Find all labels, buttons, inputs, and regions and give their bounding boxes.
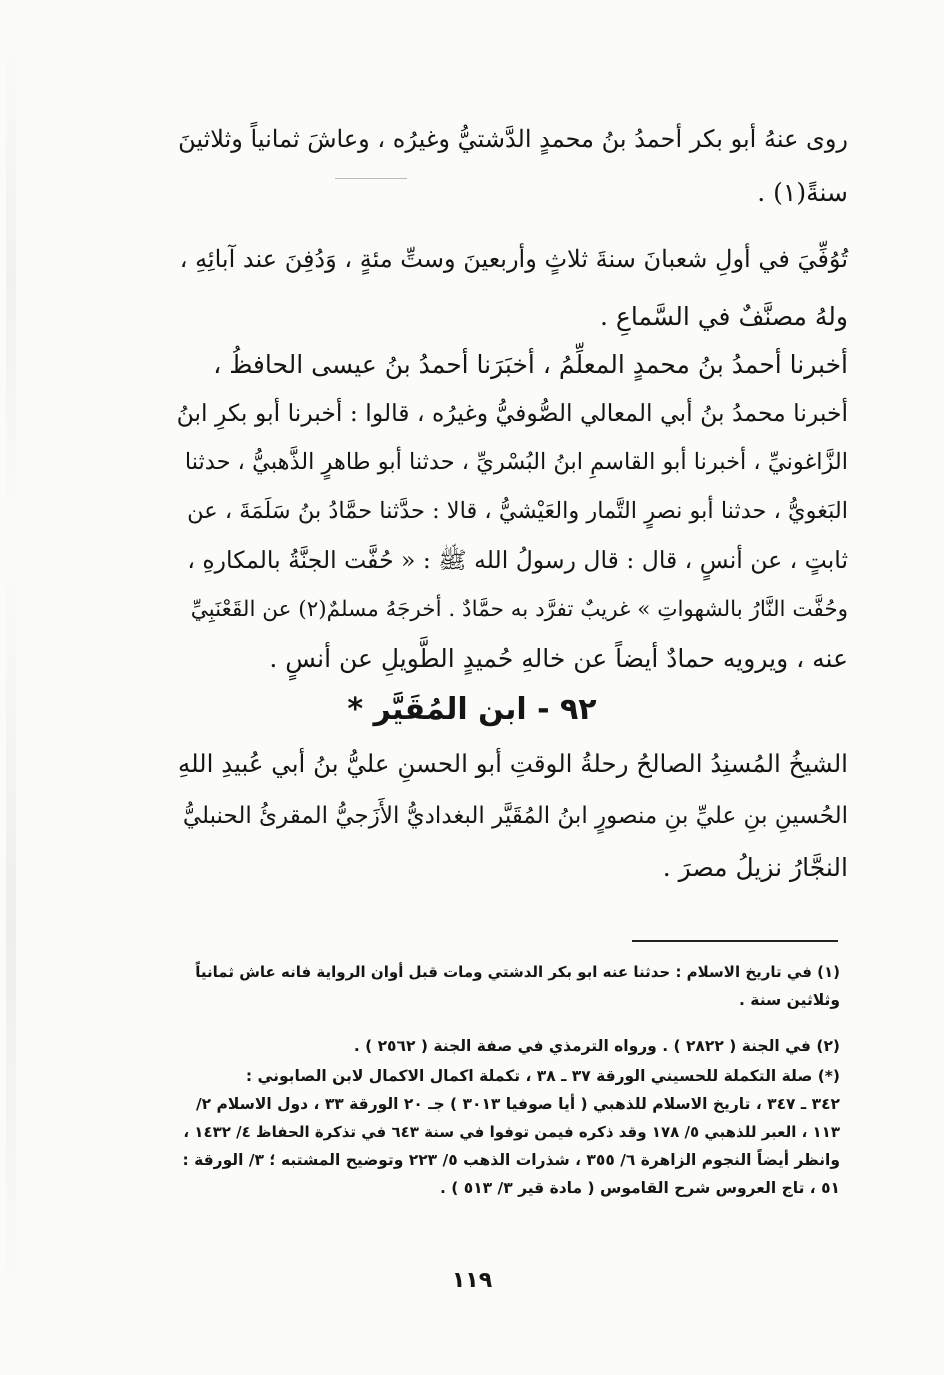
section-heading: ٩٢ - ابن المُقَيَّر *	[347, 692, 597, 727]
footnote-line: (*) صلة التكملة للحسيني الورقة ٣٧ ـ ٣٨ ، تكملة اكمال الاكمال لابن الصابوني :	[245, 1067, 840, 1085]
paragraph-line: تُوُفِّيَ في أولِ شعبانَ سنةَ ثلاثٍ وأربعينَ وستِّ مئةٍ ، وَدُفِنَ عند آبائِهِ ،	[179, 245, 848, 273]
paragraph-1	[176, 112, 848, 220]
paragraph-line: الزَّاغونيِّ ، أخبرنا أبو القاسمِ ابنُ البُسْريِّ ، حدثنا أبو طاهرٍ الذَّهبيُّ ، حدثنا	[184, 449, 848, 475]
footnote-line: وانظر أيضاً النجوم الزاهرة ٦/ ٣٥٥ ، شذرات الذهب ٥/ ٢٢٣ وتوضيح المشتبه ؛ ٣/ الورقة :	[182, 1151, 840, 1169]
footnote-line: (١) في تاريخ الاسلام : حدثنا عنه ابو بكر الدشتي ومات قبل أوان الرواية فانه عاش ثمانياً	[195, 963, 840, 981]
footnote-star	[180, 1062, 840, 1202]
paragraph-2	[176, 230, 848, 346]
footnote-line: وثلاثين سنة .	[739, 991, 840, 1009]
page-number: ١١٩	[451, 1268, 493, 1293]
footnote-line: ٣٤٢ ـ ٣٤٧ ، تاريخ الاسلام للذهبي ( أيا صوفيا ٣٠١٣ ) جـ ٢٠ الورقة ٣٣ ، دول الاسلام ٢/	[195, 1095, 840, 1113]
footnote-divider	[632, 940, 838, 942]
paragraph-line: ثابتٍ ، عن أنسٍ ، قال : قال رسولُ الله ﷺ : « حُفَّت الجنَّةُ بالمكارهِ ،	[187, 546, 848, 574]
paragraph-line: ولهُ مصنَّفٌ في السَّماعِ .	[600, 302, 848, 331]
footnote-line: ٥١ ، تاج العروس شرح القاموس ( مادة قير ٣/ ٥١٣ ) .	[439, 1179, 840, 1197]
footnote-1	[180, 958, 840, 1014]
paragraph-line: النجَّارُ نزيلُ مصرَ .	[662, 853, 848, 882]
paragraph-line: سنةً(١) .	[757, 178, 848, 207]
paragraph-3-hadith	[176, 340, 848, 683]
paragraph-line: وحُفَّت النَّارُ بالشهواتِ » غريبٌ تفرَّد به حمَّادٌ . أخرجَهُ مسلمٌ(٢) عن القَعْنَبِيِّ	[190, 597, 848, 622]
paragraph-line: روى عنهُ أبو بكر أحمدُ بنُ محمدٍ الدَّشتيُّ وغيرُه ، وعاشَ ثمانياً وثلاثينَ	[178, 125, 848, 153]
footnote-line: (٢) في الجنة ( ٢٨٢٢ ) . ورواه الترمذي في صفة الجنة ( ٢٥٦٢ ) .	[353, 1037, 840, 1055]
scan-margin-shadow	[6, 20, 16, 1320]
footnote-line: ١١٣ ، العبر للذهبي ٥/ ١٧٨ وقد ذكره فيمن توفوا في سنة ٦٤٣ في تذكرة الحفاظ ٤/ ١٤٣٢ ،	[183, 1123, 840, 1141]
paragraph-line: الشيخُ المُسنِدُ الصالحُ رحلةُ الوقتِ أبو الحسنِ عليُّ بنُ أبي عُبيدِ اللهِ	[177, 749, 848, 778]
paragraph-line: أخبرنا أحمدُ بنُ محمدٍ المعلِّمُ ، أخبَرَنا أحمدُ بنُ عيسى الحافظُ ،	[213, 350, 848, 379]
paragraph-line: الحُسينِ بنِ عليِّ بنِ منصورٍ ابنُ المُقَيَّر البغداديُّ الأَزَجيُّ المقرئُ الحنبليُّ	[182, 803, 848, 829]
footnote-2	[180, 1032, 840, 1060]
paragraph-4-biography	[176, 738, 848, 894]
paragraph-line: عنه ، ويرويه حمادٌ أيضاً عن خالهِ حُميدٍ الطَّويلِ عن أنسٍ .	[269, 644, 848, 673]
paragraph-line: البَغويُّ ، حدثنا أبو نصرٍ التَّمار والعَيْشيُّ ، قالا : حدَّثنا حمَّادُ بنُ سَلَمَةَ ، عن	[187, 498, 848, 524]
paragraph-line: أخبرنا محمدُ بنُ أبي المعالي الصُّوفيُّ وغيرُه ، قالوا : أخبرنا أبو بكرِ ابنُ	[176, 399, 848, 427]
